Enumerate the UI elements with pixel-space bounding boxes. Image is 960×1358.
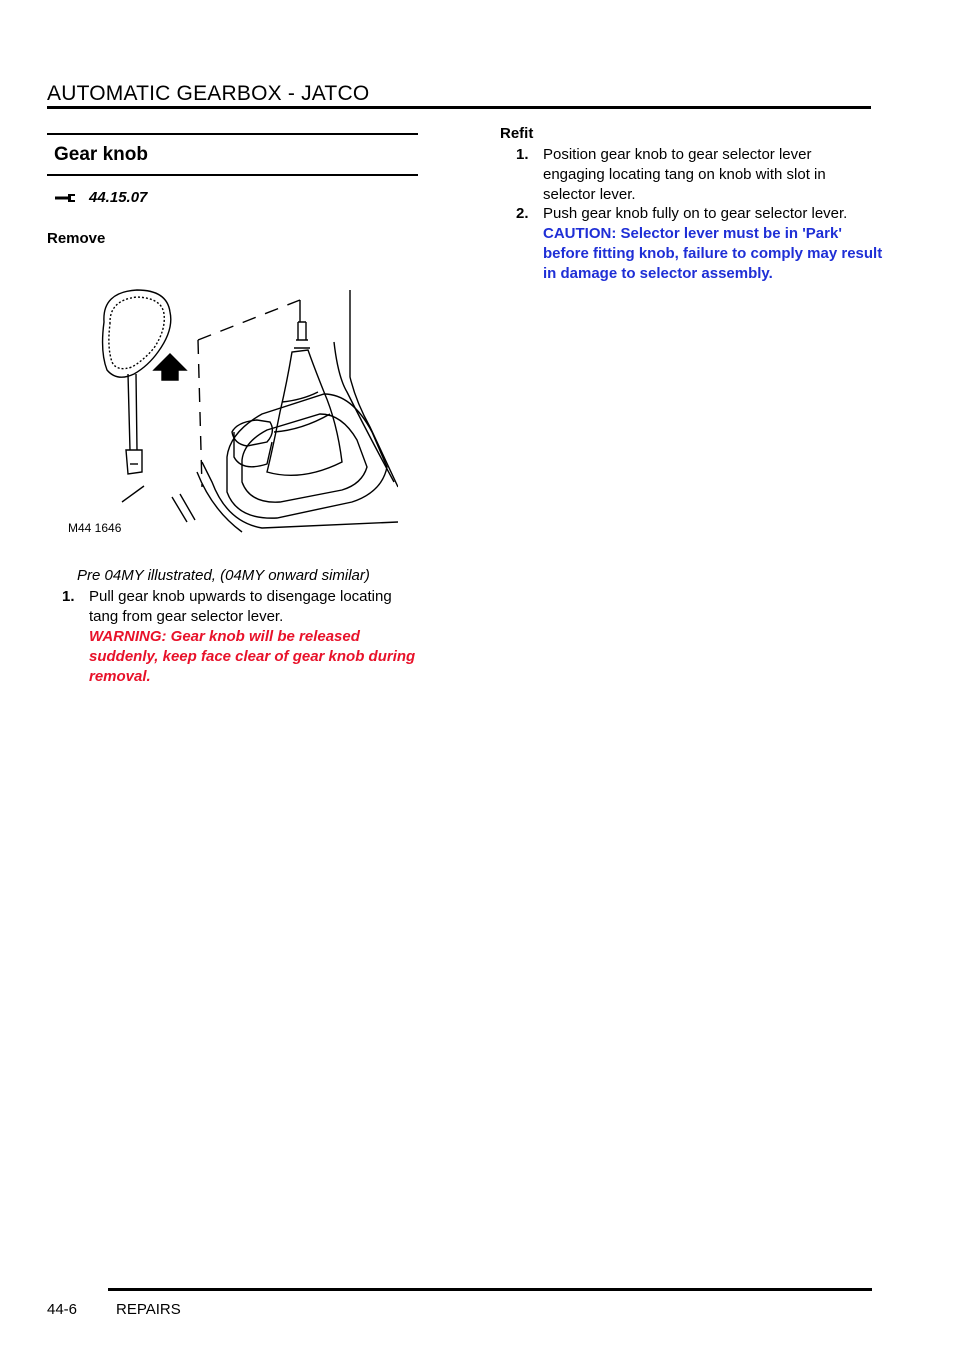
- step-text: Push gear knob fully on to gear selector lever.: [543, 205, 848, 222]
- figure-label: M44 1646: [68, 521, 122, 535]
- caution-text: CAUTION: Selector lever must be in 'Park' before fitting knob, failure to comply may result in damage to selector assembly.: [543, 225, 883, 282]
- step-number: 1.: [62, 588, 75, 605]
- operation-code: 44.15.07: [89, 189, 148, 206]
- section-rule-top: [47, 133, 418, 135]
- spanner-icon: [55, 193, 75, 203]
- step-number: 2.: [516, 205, 529, 222]
- step-text: Position gear knob to gear selector lever engaging locating tang on knob with slot in selector lever.: [543, 146, 826, 203]
- footer-page-number: 44-6: [47, 1301, 78, 1318]
- header-rule: [47, 106, 871, 109]
- remove-heading: Remove: [47, 230, 106, 247]
- section-rule-bottom: [47, 174, 418, 176]
- gear-knob-illustration: [62, 282, 398, 538]
- footer-rule: [108, 1288, 872, 1291]
- step-text: Pull gear knob upwards to disengage locating tang from gear selector lever.: [89, 588, 392, 625]
- figure-caption: Pre 04MY illustrated, (04MY onward similar): [77, 567, 370, 584]
- page-header-title: AUTOMATIC GEARBOX - JATCO: [47, 82, 370, 105]
- footer-section-name: REPAIRS: [116, 1301, 181, 1318]
- step-number: 1.: [516, 146, 529, 163]
- warning-text: WARNING: Gear knob will be released suddenly, keep face clear of gear knob during removal.: [89, 628, 416, 685]
- refit-heading: Refit: [500, 125, 534, 142]
- section-title: Gear knob: [54, 144, 148, 165]
